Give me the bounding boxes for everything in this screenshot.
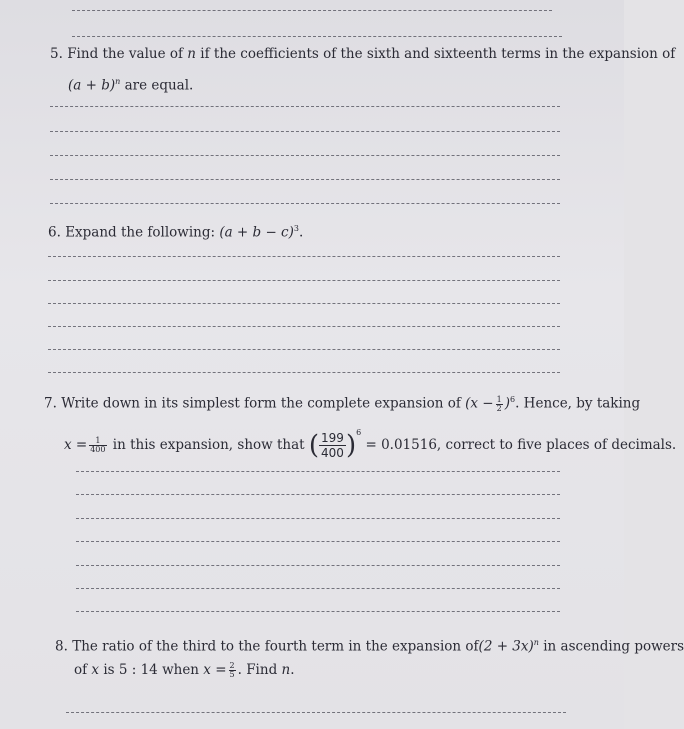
answer-line[interactable] xyxy=(76,518,560,519)
fraction-denominator: 400 xyxy=(321,446,344,460)
answer-line[interactable] xyxy=(72,10,552,11)
answer-line[interactable] xyxy=(50,155,560,156)
question-5-continued xyxy=(68,73,193,95)
question-text: , correct to five places of decimals. xyxy=(436,437,677,453)
fraction-denominator: 5 xyxy=(229,670,235,679)
question-number: 5. xyxy=(50,46,63,62)
question-text: is 5 : 14 when xyxy=(99,662,204,678)
fraction-x xyxy=(89,437,106,454)
question-text: . xyxy=(298,224,304,241)
answer-line[interactable] xyxy=(72,36,562,37)
question-6 xyxy=(48,220,303,242)
answer-line[interactable] xyxy=(76,588,560,589)
fraction-numerator: 1 xyxy=(496,394,502,404)
question-number: 8. xyxy=(55,638,68,655)
math-expression: ) xyxy=(504,395,510,412)
answer-line[interactable] xyxy=(76,611,560,612)
paren-close: ) xyxy=(345,430,357,461)
question-text: if the coefficients of the sixth and sixteenth terms in the expansion of xyxy=(196,46,676,62)
math-expression: (a + b) xyxy=(68,77,116,94)
answer-line[interactable] xyxy=(50,203,560,204)
answer-line[interactable] xyxy=(76,494,560,495)
answer-line[interactable] xyxy=(48,372,560,373)
answer-line[interactable] xyxy=(76,471,560,472)
math-expression: (2 + 3x) xyxy=(478,638,534,655)
question-text: Expand the following: xyxy=(65,224,220,241)
question-7-continued xyxy=(64,424,676,460)
question-text: Write down in its simplest form the complete expansion of xyxy=(61,395,466,412)
question-8-continued xyxy=(74,661,295,679)
question-text: . Hence, by taking xyxy=(515,395,641,412)
fraction-numerator: 199 xyxy=(321,431,344,445)
math-exponent: n xyxy=(533,638,539,647)
question-7 xyxy=(44,391,640,413)
answer-line[interactable] xyxy=(50,106,560,107)
fraction-half xyxy=(496,396,503,413)
answer-line[interactable] xyxy=(48,280,560,281)
fraction-numerator: 1 xyxy=(89,437,106,446)
question-8 xyxy=(55,634,684,656)
question-text: The ratio of the third to the fourth term in the expansion of xyxy=(72,638,479,655)
question-text: Find the value of xyxy=(67,46,188,62)
math-exponent: 3 xyxy=(293,224,299,233)
math-expression: (x − xyxy=(465,395,494,412)
answer-line[interactable] xyxy=(50,179,560,180)
answer-line[interactable] xyxy=(66,712,566,713)
math-expression: x = xyxy=(203,662,227,678)
question-text: . xyxy=(290,662,295,678)
math-expression: x = xyxy=(64,437,88,453)
question-number: 7. xyxy=(44,395,57,412)
math-exponent: 6 xyxy=(510,395,516,404)
question-5 xyxy=(50,45,675,63)
answer-line[interactable] xyxy=(48,256,560,257)
fraction-x xyxy=(229,662,236,679)
fraction-denominator: 400 xyxy=(90,445,106,454)
math-exponent: n xyxy=(115,77,121,86)
question-text: in this expansion, show that xyxy=(108,437,309,453)
answer-line[interactable] xyxy=(76,565,560,566)
math-var: n xyxy=(187,46,196,62)
math-expression: (a + b − c) xyxy=(219,224,294,241)
fraction-199-400 xyxy=(319,431,346,460)
fraction-numerator: 2 xyxy=(229,661,235,670)
answer-line[interactable] xyxy=(48,326,560,327)
question-text: = 0.01516 xyxy=(361,437,437,453)
fraction-denominator: 2 xyxy=(496,403,502,413)
question-text: in ascending powers xyxy=(538,638,684,655)
answer-line[interactable] xyxy=(48,349,560,350)
question-text: of xyxy=(74,662,92,678)
answer-line[interactable] xyxy=(50,131,560,132)
paren-open: ( xyxy=(308,430,320,461)
question-text: . Find xyxy=(237,662,282,678)
answer-line[interactable] xyxy=(76,541,560,542)
question-number: 6. xyxy=(48,224,61,241)
math-exponent: 6 xyxy=(356,428,362,437)
question-text: are equal. xyxy=(120,77,194,94)
answer-line[interactable] xyxy=(48,303,560,304)
math-var: x xyxy=(91,662,100,678)
math-var: n xyxy=(281,662,291,678)
